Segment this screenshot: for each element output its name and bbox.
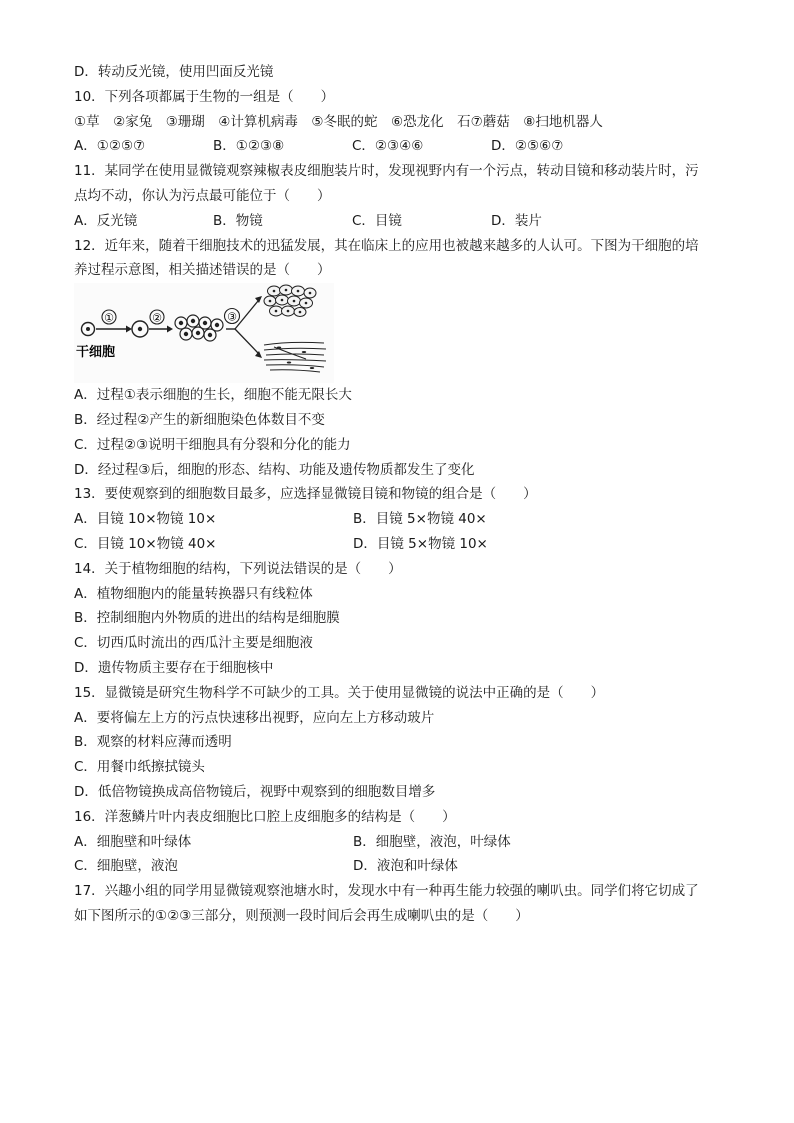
q16-options-row-2	[74, 854, 724, 879]
q10-options	[74, 134, 724, 159]
q15-option-d[interactable]: D．低倍物镜换成高倍物镜后，视野中观察到的细胞数目增多	[74, 783, 436, 800]
q16-options-row-1	[74, 830, 724, 855]
q14-option-b[interactable]: B．控制细胞内外物质的进出的结构是细胞膜	[74, 610, 340, 627]
q12-stem-2: 养过程示意图，相关描述错误的是（ ）	[74, 262, 331, 279]
q10-option-b[interactable]: B．①②③⑧	[213, 138, 285, 155]
step-label-3: ③	[227, 311, 237, 324]
q9-option-d: D．转动反光镜，使用凹面反光镜	[74, 64, 274, 80]
q13-option-b[interactable]: B．目镜 5×物镜 40×	[353, 511, 487, 528]
q10-stem: 10．下列各项都属于生物的一组是（ ）	[74, 88, 335, 105]
q11-stem-1: 11．某同学在使用显微镜观察辣椒表皮细胞装片时，发现视野内有一个污点，转动目镜和移动装片时，污	[74, 163, 699, 180]
q15-option-c[interactable]: C．用餐巾纸擦拭镜头	[74, 759, 205, 776]
q11-option-b[interactable]: B．物镜	[213, 212, 263, 229]
q11-stem-2: 点均不动，你认为污点最可能位于（ ）	[74, 187, 331, 204]
q11-option-d[interactable]: D．装片	[491, 212, 542, 229]
q14-option-a[interactable]: A．植物细胞内的能量转换器只有线粒体	[74, 585, 313, 602]
step-label-1: ①	[104, 312, 114, 325]
q16-option-b[interactable]: B．细胞壁，液泡，叶绿体	[353, 833, 511, 850]
q11-options	[74, 209, 724, 234]
stem-cell-diagram-svg	[74, 283, 334, 383]
q12-option-c[interactable]: C．过程②③说明干细胞具有分裂和分化的能力	[74, 436, 351, 453]
q17-stem-2: 如下图所示的①②③三部分，则预测一段时间后会再生成喇叭虫的是（ ）	[74, 907, 529, 924]
q10-option-d[interactable]: D．②⑤⑥⑦	[491, 138, 564, 155]
stem-cell-label: 干细胞	[76, 345, 116, 361]
q12-option-d[interactable]: D．经过程③后，细胞的形态、结构、功能及遗传物质都发生了变化	[74, 461, 475, 478]
q13-options-row-1	[74, 507, 724, 532]
q16-option-d[interactable]: D．液泡和叶绿体	[353, 858, 458, 875]
q13-stem: 13．要使观察到的细胞数目最多，应选择显微镜目镜和物镜的组合是（ ）	[74, 486, 537, 503]
q13-options-row-2	[74, 532, 724, 557]
q10-items: ①草 ②家兔 ③珊瑚 ④计算机病毒 ⑤冬眠的蛇 ⑥恐龙化 石⑦蘑菇 ⑧扫地机器人	[74, 113, 603, 130]
step-label-2: ②	[152, 312, 162, 325]
q16-stem: 16．洋葱鳞片叶内表皮细胞比口腔上皮细胞多的结构是（ ）	[74, 808, 456, 825]
q16-option-c[interactable]: C．细胞壁，液泡	[74, 858, 178, 875]
exam-page	[74, 60, 724, 929]
q15-option-b[interactable]: B．观察的材料应薄而透明	[74, 734, 232, 751]
q17-stem-1: 17．兴趣小组的同学用显微镜观察池塘水时，发现水中有一种再生能力较强的喇叭虫。同学们将它切成了	[74, 883, 699, 900]
q14-option-d[interactable]: D．遗传物质主要存在于细胞核中	[74, 659, 274, 676]
q13-option-d[interactable]: D．目镜 5×物镜 10×	[353, 535, 488, 552]
q14-stem: 14．关于植物细胞的结构，下列说法错误的是（ ）	[74, 560, 402, 577]
q12-option-a[interactable]: A．过程①表示细胞的生长，细胞不能无限长大	[74, 387, 352, 404]
q10-option-c[interactable]: C．②③④⑥	[352, 138, 424, 155]
stem-cell-diagram	[74, 283, 724, 383]
q16-option-a[interactable]: A．细胞壁和叶绿体	[74, 833, 192, 850]
q11-option-a[interactable]: A．反光镜	[74, 212, 138, 229]
q15-stem: 15．显微镜是研究生物科学不可缺少的工具。关于使用显微镜的说法中正确的是（ ）	[74, 684, 605, 701]
q11-option-c[interactable]: C．目镜	[352, 212, 402, 229]
q12-stem-1: 12．近年来，随着干细胞技术的迅猛发展，其在临床上的应用也被越来越多的人认可。下图为干细胞的培	[74, 237, 699, 254]
q12-option-b[interactable]: B．经过程②产生的新细胞染色体数目不变	[74, 411, 325, 428]
q14-option-c[interactable]: C．切西瓜时流出的西瓜汁主要是细胞液	[74, 635, 313, 652]
q10-option-a[interactable]: A．①②⑤⑦	[74, 138, 146, 155]
q15-option-a[interactable]: A．要将偏左上方的污点快速移出视野，应向左上方移动玻片	[74, 709, 435, 726]
q13-option-c[interactable]: C．目镜 10×物镜 40×	[74, 535, 217, 552]
q13-option-a[interactable]: A．目镜 10×物镜 10×	[74, 511, 217, 528]
